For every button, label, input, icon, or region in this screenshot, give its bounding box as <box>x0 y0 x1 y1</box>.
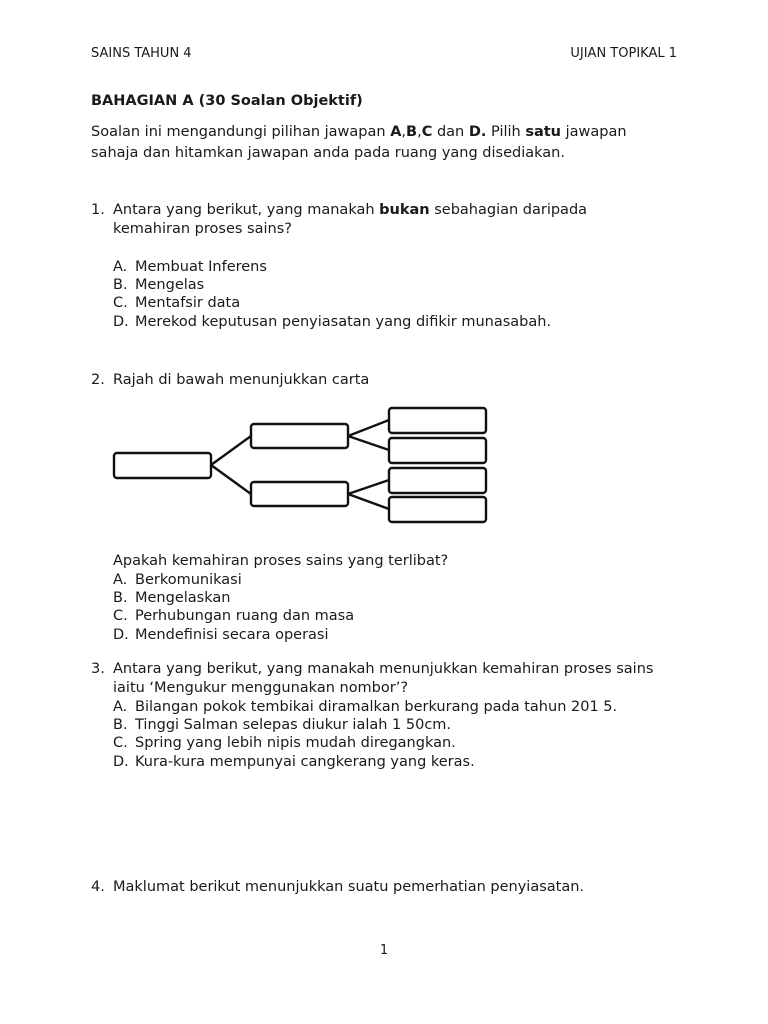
question-stem: Antara yang berikut, yang manakah menunjukkan kemahiran proses sains iaitu ‘Mengukur menggunakan nombor’? <box>113 661 654 696</box>
chart-leaf-box-4 <box>389 497 486 522</box>
page-number: 1 <box>379 943 389 958</box>
option-b[interactable]: B. Tinggi Salman selepas diukur ialah 1 50cm. <box>113 717 452 734</box>
chart-leaf-box-3 <box>389 468 486 493</box>
option-c[interactable]: C. Perhubungan ruang dan masa <box>113 608 355 625</box>
chart-level1-box-top <box>251 424 348 448</box>
option-b[interactable]: B. Mengelas <box>113 277 205 294</box>
chart-root-box <box>114 453 211 478</box>
option-a[interactable]: A. Berkomunikasi <box>113 572 242 588</box>
chart-connector-root <box>211 436 251 494</box>
question-4 <box>91 878 691 897</box>
question-2 <box>91 552 691 644</box>
chart-leaf-box-2 <box>389 438 486 463</box>
instructions-line-1: Soalan ini mengandungi pilihan jawapan A,B,C dan D. Pilih satu jawapan <box>91 124 627 140</box>
question-3 <box>91 660 691 771</box>
option-list <box>113 258 691 331</box>
section-title: BAHAGIAN A (30 Soalan Objektif) <box>91 93 363 109</box>
chart-leaf-box-1 <box>389 408 486 433</box>
question-prompt: Apakah kemahiran proses sains yang terlibat? <box>113 553 449 569</box>
chart-connector-bottom <box>348 480 389 509</box>
question-number: 1. <box>91 202 105 218</box>
question-stem: Maklumat berikut menunjukkan suatu pemerhatian penyiasatan. <box>113 879 585 895</box>
option-c[interactable]: C. Mentafsir data <box>113 295 241 312</box>
header-exam-title: UJIAN TOPIKAL 1 <box>570 46 677 61</box>
question-number: 2. <box>91 372 105 388</box>
option-b[interactable]: B. Mengelaskan <box>113 590 231 607</box>
option-a[interactable]: A. Membuat Inferens <box>113 259 267 275</box>
option-list <box>113 571 691 644</box>
question-stem: Antara yang berikut, yang manakah bukan sebahagian daripada kemahiran proses sains? <box>113 202 588 237</box>
instructions <box>91 122 691 164</box>
classification-chart <box>110 402 495 528</box>
chart-connector-top <box>348 420 389 450</box>
option-d[interactable]: D. Merekod keputusan penyiasatan yang difikir munasabah. <box>113 313 552 330</box>
header-subject: SAINS TAHUN 4 <box>91 46 192 61</box>
question-number: 3. <box>91 661 105 677</box>
question-1 <box>91 201 691 331</box>
question-number: 4. <box>91 879 105 895</box>
option-d[interactable]: D. Kura-kura mempunyai cangkerang yang keras. <box>113 753 475 770</box>
instructions-line-2: sahaja dan hitamkan jawapan anda pada ruang yang disediakan. <box>91 145 565 161</box>
option-d[interactable]: D. Mendefinisi secara operasi <box>113 626 329 643</box>
option-a[interactable]: A. Bilangan pokok tembikai diramalkan berkurang pada tahun 201 5. <box>113 699 618 715</box>
chart-level1-box-bottom <box>251 482 348 506</box>
option-list <box>113 698 691 771</box>
question-2-stem: 2. Rajah di bawah menunjukkan carta <box>91 372 370 388</box>
option-c[interactable]: C. Spring yang lebih nipis mudah diregangkan. <box>113 735 456 752</box>
